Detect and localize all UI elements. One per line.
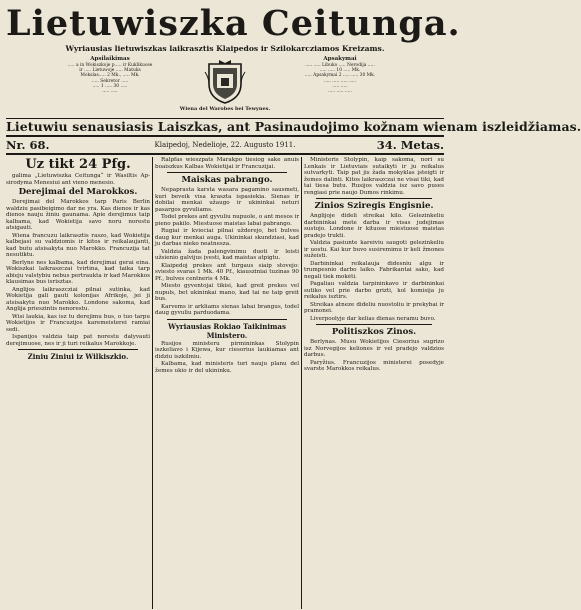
paragraph: Valdzia pasiunte kareiviu saugoti gelezinkeliu ir uostu. Kai kur buvo susiremimu ir keli žmones sužeisti. — [304, 240, 444, 259]
article-heading: Wyriausias Rokiao Taikinimas Ministero. — [168, 321, 286, 340]
divider — [167, 319, 287, 320]
paragraph: Paryžius. Francuzijos ministerei posedyje svarste Marokkos reikalus. — [304, 359, 444, 372]
advertising-box — [260, 56, 420, 114]
article-heading: Derejimai del Marokkos. — [18, 187, 138, 197]
column-2 — [155, 157, 299, 609]
article-heading: Ziniu Ziniui iz Wilkiszkio. — [27, 352, 129, 361]
paragraph: Anglijos laikraszcziai pilnai sutinka, kad Wokietija gali gauti kolonijas Afrikoje, jei ji atsisakytu nuo Marokko. Londone sakoma, kad Anglija prieszintis nenorestu. — [6, 286, 150, 312]
article-columns — [6, 157, 444, 609]
paragraph: Derejimai del Marokkos tarp Paris Berlin waldziu pasibeigimo dar ne yra. Kas dienos ir kas dienos nauju žiniu gaunama. Apie derejimus taip kalbama, kad Wokietija savo noru norestu atsigauti. — [6, 199, 150, 231]
article-heading: Politiszkos Zinos. — [331, 327, 417, 337]
paragraph: Miesto gyventojai tikisi, kad greit prekes vel nupuls, bet ukininkai mano, kad tai ne taip greit bus. — [155, 283, 299, 302]
column-3 — [304, 157, 444, 609]
coat-of-arms-icon — [203, 58, 247, 104]
subscription-line: ir ..... Lietuwoje ..... Matuks — [79, 68, 141, 74]
paragraph: Kalbama, kad ministeris turi nauju planu del žemes ukio ir del ukininku. — [155, 361, 299, 374]
advertising-line: ..... ..... 10 ..... Mk. — [319, 68, 361, 74]
paragraph: Streikas atneze dideliu nuostoliu ir prekybai ir pramonei. — [304, 301, 444, 314]
paragraph: Liverpoolyje dar kelias dienas neramu buvo. — [310, 315, 436, 322]
paragraph: Berlynas. Musu Wokietijos Ciesorius sugrizo isz Norvegijos keliones ir vel pradejo valdzios darbus. — [304, 339, 444, 358]
paragraph: Valdzia žada palengvinimu duoti ir leisti užsienio galvijus įvesti, kad maistas atpigtu. — [155, 248, 299, 261]
paragraph: Ispanijos valdzia taip pat norestu dalyvauti derejimuose, nes ir ji turi reikalus Marokkoje. — [6, 334, 150, 347]
article-body — [6, 199, 150, 347]
issue-year: 34. Metas. — [376, 138, 444, 152]
paragraph: Pagaliau valdzia tarpininkavo ir darbininkai sutiko vel prie darbo grizti, kol komisija ju reikalus isztirs. — [304, 281, 444, 300]
advertising-line: ..... Apsakymai 2 ..... ..... 30 Mk. — [304, 73, 376, 79]
column-divider — [301, 157, 302, 609]
subscription-line: ..... 1 ..... 30 ..... — [92, 83, 128, 89]
price-intro — [6, 173, 150, 186]
paragraph: Rugiai ir kvieciai pilnai užderejo, bet bulves daug kur menkai auga. Ukininkai skundziasi, kad ju darbas nieko neatnesza. — [155, 228, 299, 247]
column-divider — [152, 157, 153, 609]
paragraph: Ralpfas wieszpats Marakpo tiesiog sake anuis boaiszkus Kalbas Wokietijai ir Francuzijai. — [155, 157, 299, 170]
divider — [6, 135, 444, 137]
divider — [316, 324, 432, 325]
newspaper-page — [6, 3, 581, 606]
article-heading: Zinios Sziregis Engisnie. — [314, 201, 434, 211]
crest-caption: Wiena del Warobes bei Tewynes. — [179, 106, 271, 112]
paragraph: Rusijos ministeru pirmininkas Stolypin iszkeliavo i Kijewa, kur ciesorius laukiamas ant didziu iszkilmiu. — [155, 340, 299, 360]
advertising-line: ..... ..... ..... ..... — [323, 78, 357, 84]
divider — [316, 198, 432, 199]
issue-info-row — [6, 138, 444, 152]
price-headline: Uz tikt 24 Pfg. — [25, 157, 131, 172]
column-1 — [6, 157, 150, 609]
paragraph: Klaipedoj prekes ant turgaus siaip stovejo: sviesto svaras 1 Mk. 40 Pf., kiausziniai tuzinas 90 Pf., bulves centneris 4 Mk. — [155, 262, 299, 282]
subscription-title: Apsilaikimas — [90, 56, 130, 62]
article-body — [304, 339, 444, 373]
subscription-line: Mokslas..... 2 Mk., ..... Mk. — [80, 73, 140, 79]
paragraph: Anglijoje dideli streikai kilo. Gelezinkeliu darbininkai mete darba ir visas judejimas sustojo. Londone ir kituose miestuose maistas pradejo trukti. — [304, 213, 444, 239]
article-body — [155, 157, 299, 170]
paragraph: Nepaprasta karsta wasara pagamino sausmeti, kuri beveik visa kraszta ispasiekia. Sienas ir dobilai menkai užaugo ir ukininkai neturi pasargos gyvuliams. — [155, 187, 299, 213]
subscription-line: ..... a in Wokiszkoje p..... ir Kuklikuose — [67, 63, 153, 68]
paragraph: Berlyne nes kalbama, kad derejimai gerai eina. Wokiszkai laikraszczai tvirtina, kad taika tarp abieju valstybiu nebus pertraukta ir kad Marokkos klausimas bus isrisztas. — [6, 259, 150, 285]
masthead-subtitle: Wyriausias lietuwiszkas laikrasztis Klaipedos ir Szilokarcziamos Kreizams. — [65, 44, 385, 53]
paragraph: Wiena francuzu laikrasztis raszo, kad Wokietija kalbejasi su valdziomis ir kitos ir reikalaujanti, kad butu atsisakyta nuo Marokko. Francuzija tat nesutiktu. — [6, 232, 150, 258]
paragraph: Darbininkai reikalauja didesniu algu ir trumpesnio darbo laiko. Fabrikantai sako, kad negali tiek mokėti. — [304, 260, 444, 280]
paragraph: Wisi laukia, kas isz tu derejimu bus, o tuo tarpu Wokietijos ir Francuzijos karemeisterei ramiai sedi. — [6, 313, 150, 333]
article-body — [155, 187, 299, 317]
subscription-line: ..... Sekretor ..... — [91, 78, 129, 84]
issue-dateline: Klaipedoj, Nedelioje, 22. Augusto 1911. — [154, 141, 296, 149]
header-row — [6, 56, 444, 118]
paragraph: galima „Lietuwiszka Ceitunga“ ir Wasiltis Ap-sirodyma Menesiui ant vieno menesio. — [6, 173, 150, 186]
paragraph: Ministeris Stolypin, kaip sakoma, nori su Lenkais ir Lietuviais sutaikyti ir ju reikalus sutvarkyti. Taip pat jis žada mokyklas įsteigti ir žemes dalinti. Kitos laikraszczai ne visai tiki, kad tai tiesa butu. Rusijos valdzia isz savo puses rengiasi prie naujo Dumos rinkimu. — [304, 157, 444, 196]
article-body — [304, 213, 444, 322]
advertising-line: ..... ..... — [332, 83, 348, 89]
masthead-title: Lietuwiszka Ceitunga. — [6, 3, 461, 44]
divider — [6, 153, 444, 155]
slogan: Lietuwiu senausiasis Laiszkas, ant Pasinaudojimo kožnam wienam iszleidžiamas. — [6, 119, 581, 134]
advertising-title: Apsakymai — [323, 56, 357, 62]
paragraph: Todel prekes ant gyvuliu nupuole, o ant mesos ir pieno pakilo. Miestuose maistas labai pabrango. — [155, 214, 299, 227]
subscription-line: ..... ..... — [102, 89, 118, 95]
divider — [167, 172, 287, 173]
article-heading: Maiskas pabrango. — [181, 175, 273, 185]
paragraph: Karvems ir arkliams sienas labai brangus, todel daug gyvuliu parduodama. — [155, 303, 299, 316]
advertising-line: ..... ..... ..... — [328, 89, 352, 95]
issue-number: Nr. 68. — [6, 138, 50, 152]
article-body — [304, 157, 444, 196]
article-body — [155, 341, 299, 375]
advertising-line: ..... ..... Libuko ..... Nerodija ..... — [305, 63, 375, 68]
divider — [18, 349, 138, 350]
